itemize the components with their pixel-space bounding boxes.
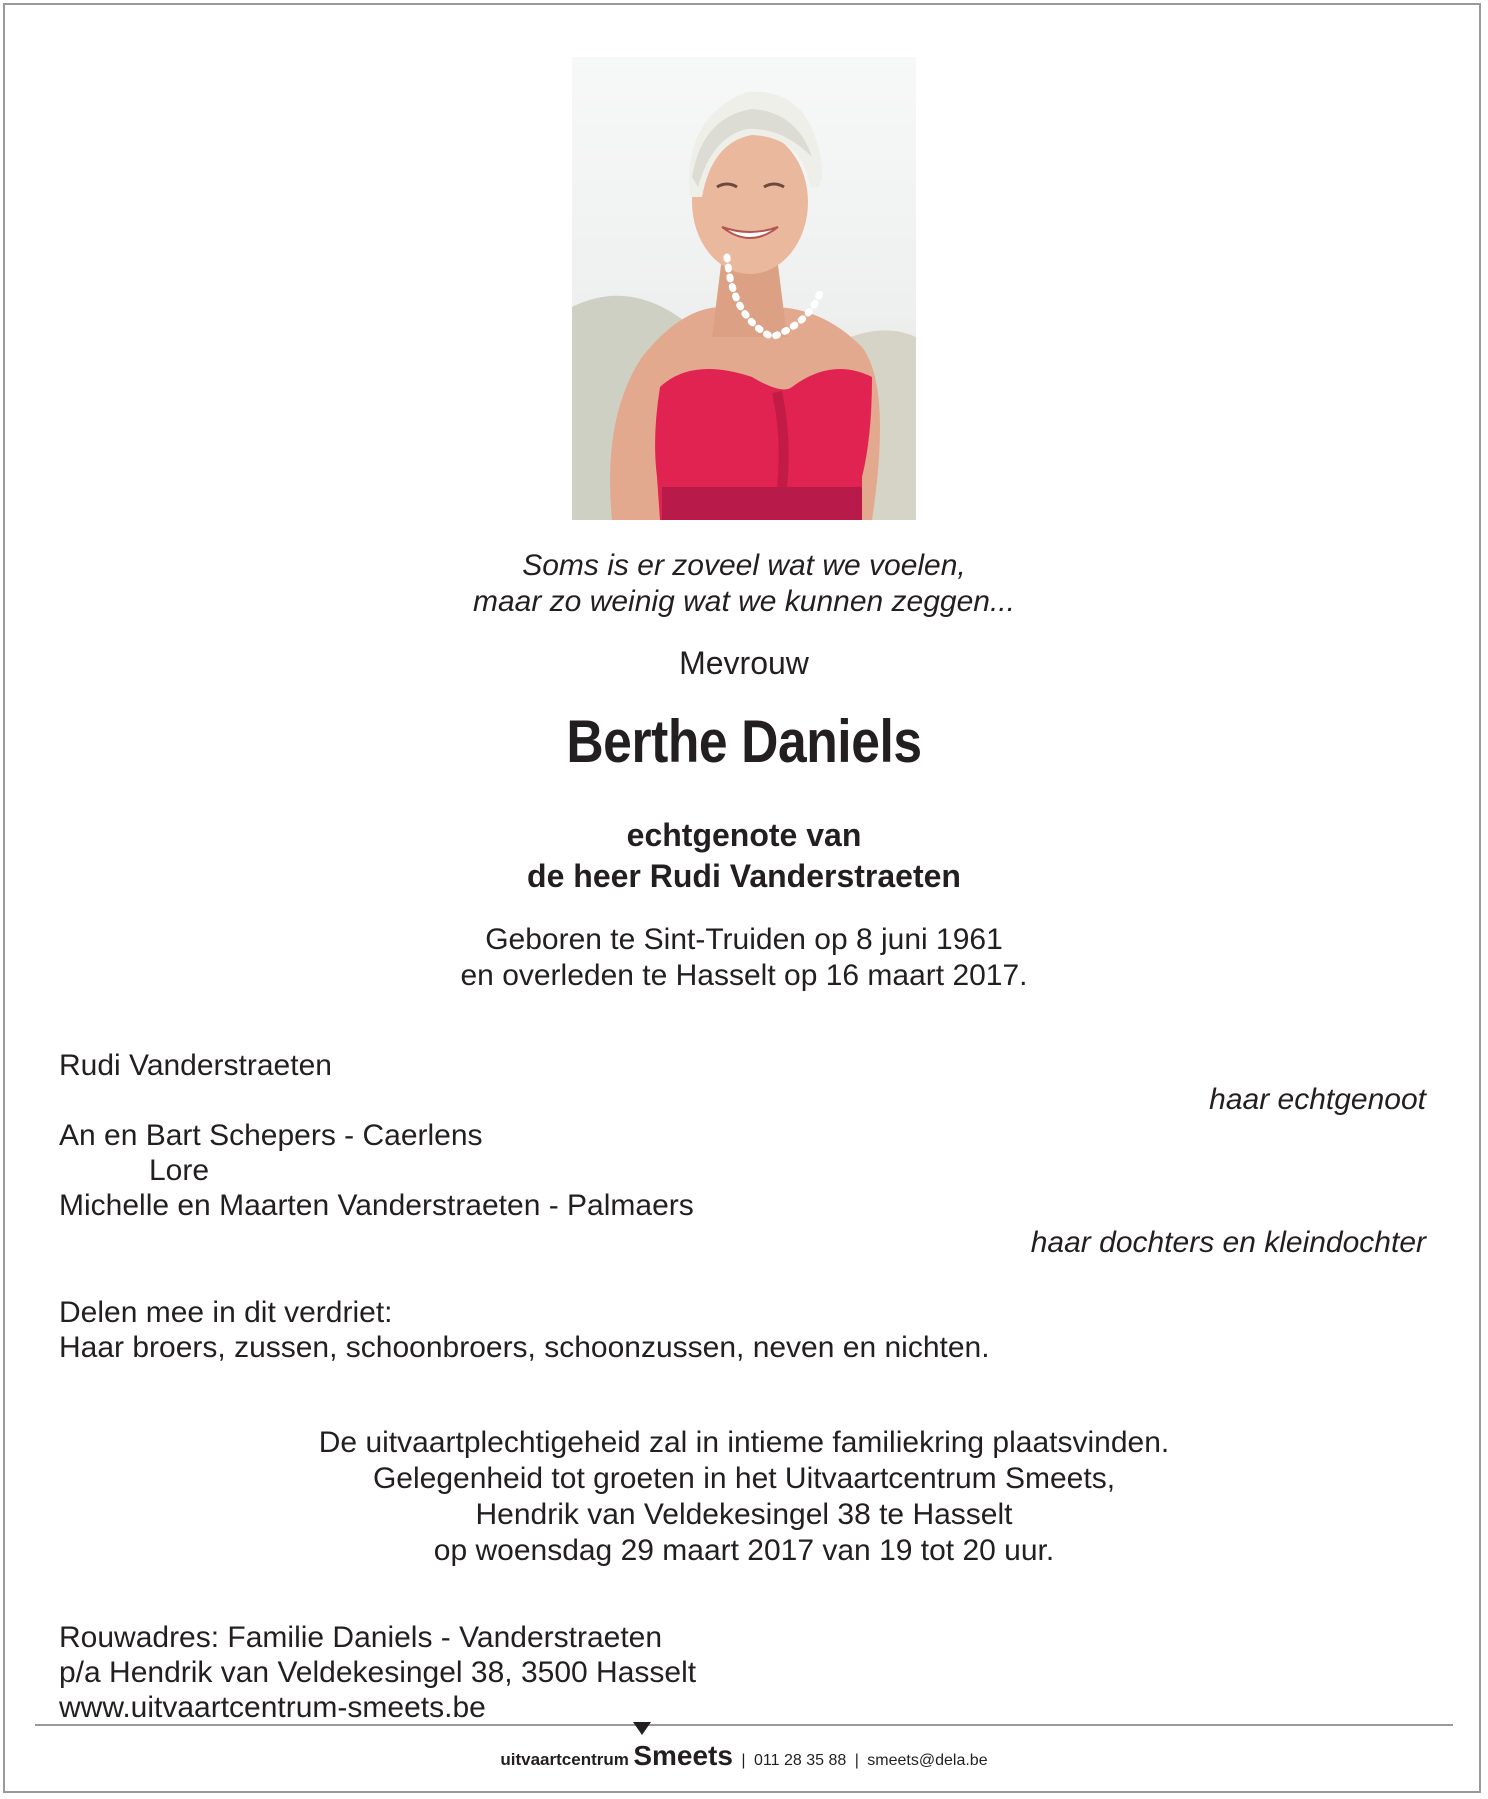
quote-line-2: maar zo weinig wat we kunnen zeggen... — [473, 585, 1015, 618]
shared-grief-list: Haar broers, zussen, schoonbroers, schoonzussen, neven en nichten. — [59, 1331, 990, 1364]
email-address[interactable]: smeets@dela.be — [867, 1752, 988, 1769]
memorial-quote — [0, 548, 1488, 620]
life-dates — [0, 922, 1488, 994]
website-link[interactable]: www.uitvaartcentrum-smeets.be — [59, 1691, 486, 1724]
spouse-block — [0, 815, 1488, 897]
birth-line: Geboren te Sint-Truiden op 8 juni 1961 — [485, 923, 1003, 956]
ceremony-line-3: Hendrik van Veldekesingel 38 te Hasselt — [475, 1498, 1013, 1531]
daughter-1: An en Bart Schepers - Caerlens — [59, 1119, 483, 1152]
phone-number[interactable]: 011 28 35 88 — [754, 1752, 847, 1769]
address-line-1: Rouwadres: Familie Daniels - Vanderstraeten — [59, 1621, 663, 1654]
husband-name: Rudi Vanderstraeten — [59, 1049, 332, 1082]
shared-grief — [59, 1295, 990, 1365]
daughters-relation: haar dochters en kleindochter — [1030, 1226, 1426, 1259]
condolence-address — [59, 1620, 696, 1725]
daughter-2: Michelle en Maarten Vanderstraeten - Palmaers — [59, 1189, 694, 1222]
brand-name — [633, 1740, 733, 1771]
quote-line-1: Soms is er zoveel wat we voelen, — [522, 549, 966, 582]
spouse-line-2: de heer Rudi Vanderstraeten — [527, 858, 961, 894]
brand-name-text: Smeets — [633, 1740, 733, 1771]
address-line-2: p/a Hendrik van Veldekesingel 38, 3500 Hasselt — [59, 1656, 697, 1689]
portrait-photo — [572, 57, 916, 520]
ceremony-line-1: De uitvaartplechtigeheid zal in intieme familiekring plaatsvinden. — [318, 1426, 1170, 1459]
ceremony-line-4: op woensdag 29 maart 2017 van 19 tot 20 uur. — [433, 1534, 1055, 1567]
separator: | — [854, 1752, 859, 1769]
shared-grief-intro: Delen mee in dit verdriet: — [59, 1296, 393, 1329]
spouse-line-1: echtgenote van — [626, 817, 862, 853]
honorific: Mevrouw — [679, 645, 809, 681]
granddaughter: Lore — [149, 1154, 210, 1187]
ceremony-info — [0, 1425, 1488, 1569]
ceremony-line-2: Gelegenheid tot groeten in het Uitvaartcentrum Smeets, — [372, 1462, 1116, 1495]
family-children — [59, 1118, 694, 1223]
funeral-home-footer — [0, 1740, 1488, 1772]
footer-divider — [35, 1724, 1453, 1726]
deceased-name: Berthe Daniels — [566, 708, 922, 775]
husband-relation: haar echtgenoot — [1209, 1083, 1426, 1116]
death-line: en overleden te Hasselt op 16 maart 2017. — [460, 959, 1028, 992]
brand-prefix: uitvaartcentrum — [500, 1750, 629, 1769]
separator: | — [741, 1752, 746, 1769]
triangle-marker-icon — [633, 1722, 651, 1735]
